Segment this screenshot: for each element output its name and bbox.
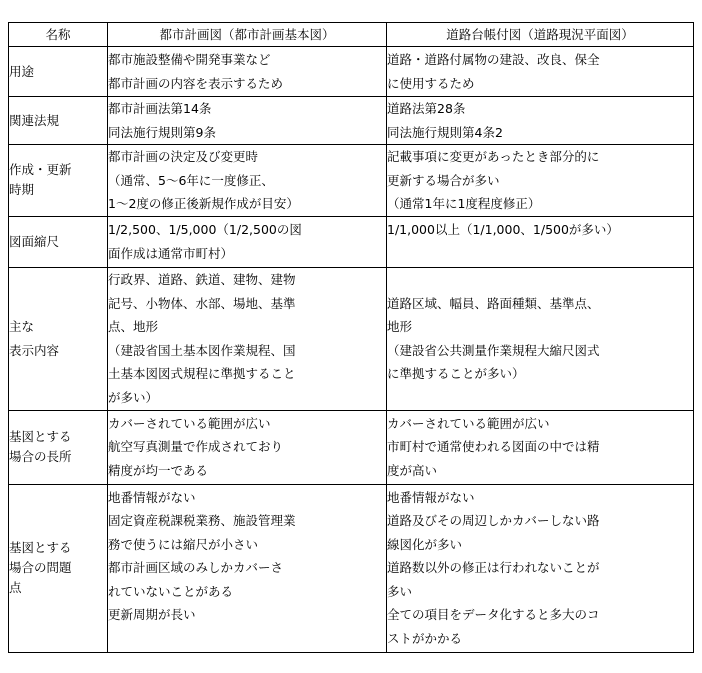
cell-line: 更新する場合が多い bbox=[387, 172, 500, 188]
label-line: 時期 bbox=[9, 182, 35, 198]
row-zumen-shukushaku bbox=[9, 216, 694, 267]
label-line: 作成・更新 bbox=[9, 162, 72, 178]
label-line: 基図とする bbox=[9, 540, 72, 555]
cell-line: （建設省公共測量作業規程大縮尺図式 bbox=[387, 342, 600, 358]
row-youto bbox=[9, 47, 694, 97]
cell-line: 航空写真測量で作成されており bbox=[108, 439, 284, 455]
douro-cell bbox=[387, 47, 694, 97]
row-label bbox=[9, 97, 108, 145]
row-sakusei-koushin bbox=[9, 145, 694, 217]
label-line: 点 bbox=[9, 580, 22, 595]
row-label bbox=[9, 47, 108, 97]
cell-line: 行政界、道路、鉄道、建物、建物 bbox=[108, 272, 296, 287]
cell-line: れていないことがある bbox=[108, 583, 234, 599]
cell-line: ストがかかる bbox=[387, 630, 463, 646]
cell-line: 土基本図図式規程に準拠すること bbox=[108, 366, 296, 381]
cell-line: 点、地形 bbox=[108, 319, 159, 334]
header-toshi-keikaku-zu: 都市計画図（都市計画基本図） bbox=[108, 23, 387, 47]
cell-line: に使用するため bbox=[387, 75, 475, 91]
cell-line: 都市計画の内容を表示するため bbox=[108, 75, 284, 91]
row-label bbox=[9, 145, 108, 217]
cell-line: 道路及びその周辺しかカバーしない路 bbox=[387, 513, 600, 528]
douro-cell bbox=[387, 216, 694, 267]
cell-line: 精度が均一である bbox=[108, 462, 209, 478]
cell-line: 都市計画法第14条 bbox=[108, 101, 212, 116]
toshi-cell bbox=[108, 410, 387, 484]
toshi-cell bbox=[108, 47, 387, 97]
toshi-cell bbox=[108, 216, 387, 267]
row-label bbox=[9, 410, 108, 484]
row-label bbox=[9, 216, 108, 267]
cell-line: 道路数以外の修正は行われないことが bbox=[387, 560, 600, 575]
row-chousho bbox=[9, 410, 694, 484]
cell-line: 務で使うには縮尺が小さい bbox=[108, 536, 259, 552]
cell-line: 道路・道路付属物の建設、改良、保全 bbox=[387, 52, 600, 67]
cell-line: 1/1,000以上（1/1,000、1/500が多い） bbox=[387, 221, 619, 237]
cell-line: （通常1年に1度程度修正） bbox=[387, 196, 541, 211]
row-label bbox=[9, 484, 108, 652]
cell-line: 道路法第28条 bbox=[387, 101, 466, 116]
row-kanren-houki bbox=[9, 97, 694, 145]
cell-line: 多い bbox=[387, 583, 413, 599]
cell-line: 線図化が多い bbox=[387, 536, 463, 552]
cell-line: 同法施行規則第4条2 bbox=[387, 124, 503, 140]
cell-line: 地形 bbox=[387, 319, 413, 334]
toshi-cell bbox=[108, 267, 387, 410]
cell-line: 同法施行規則第9条 bbox=[108, 124, 216, 140]
header-name: 名称 bbox=[9, 23, 108, 47]
row-label bbox=[9, 267, 108, 410]
douro-cell bbox=[387, 97, 694, 145]
header-douro-daicho-fuzu: 道路台帳付図（道路現況平面図） bbox=[387, 23, 694, 47]
toshi-cell bbox=[108, 97, 387, 145]
label-line: 用途 bbox=[9, 63, 35, 79]
toshi-cell bbox=[108, 145, 387, 217]
douro-cell bbox=[387, 410, 694, 484]
label-line: 表示内容 bbox=[9, 342, 60, 358]
cell-line: 道路区域、幅員、路面種類、基準点、 bbox=[387, 295, 600, 311]
cell-line: 地番情報がない bbox=[387, 489, 475, 505]
cell-line: 固定資産税課税業務、施設管理業 bbox=[108, 513, 296, 528]
cell-line: 地番情報がない bbox=[108, 489, 196, 505]
cell-line: 都市施設整備や開発事業など bbox=[108, 52, 271, 67]
row-hyouji-naiyou bbox=[9, 267, 694, 410]
cell-line: カバーされている範囲が広い bbox=[108, 415, 271, 431]
cell-line: 市町村で通常使われる図面の中では精 bbox=[387, 439, 600, 455]
header-row bbox=[9, 23, 694, 47]
cell-line: 記号、小物体、水部、場地、基準 bbox=[108, 295, 296, 311]
cell-line: 更新周期が長い bbox=[108, 607, 196, 622]
toshi-cell bbox=[108, 484, 387, 652]
douro-cell bbox=[387, 267, 694, 410]
comparison-table bbox=[8, 22, 694, 653]
cell-line: が多い） bbox=[108, 389, 159, 405]
cell-line: 記載事項に変更があったとき部分的に bbox=[387, 149, 600, 164]
cell-line: 面作成は通常市町村） bbox=[108, 245, 234, 261]
cell-line: に準拠することが多い） bbox=[387, 366, 525, 381]
row-mondaiten bbox=[9, 484, 694, 652]
cell-line: （建設省国土基本図作業規程、国 bbox=[108, 342, 296, 358]
cell-line: 1/2,500、1/5,000（1/2,500の図 bbox=[108, 222, 302, 237]
cell-line: （通常、5～6年に一度修正、 bbox=[108, 172, 274, 188]
douro-cell bbox=[387, 484, 694, 652]
label-line: 場合の長所 bbox=[9, 449, 72, 464]
cell-line: 都市計画の決定及び変更時 bbox=[108, 149, 259, 164]
label-line: 関連法規 bbox=[9, 112, 60, 128]
cell-line: 都市計画区域のみしかカバーさ bbox=[108, 560, 284, 575]
douro-cell bbox=[387, 145, 694, 217]
cell-line: 全ての項目をデータ化すると多大のコ bbox=[387, 607, 600, 622]
label-line: 基図とする bbox=[9, 429, 72, 444]
label-line: 主な bbox=[9, 318, 35, 334]
label-line: 場合の問題 bbox=[9, 560, 72, 575]
cell-line: カバーされている範囲が広い bbox=[387, 415, 550, 431]
label-line: 図面縮尺 bbox=[9, 233, 60, 249]
cell-line: 度が高い bbox=[387, 462, 438, 478]
cell-line: 1～2度の修正後新規作成が目安） bbox=[108, 196, 299, 211]
